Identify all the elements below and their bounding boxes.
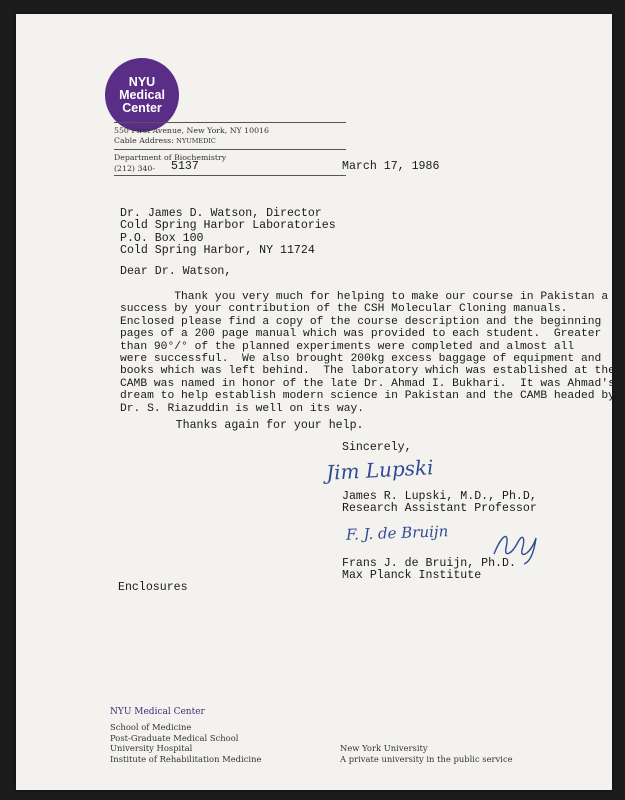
- body-line: CAMB was named in honor of the late Dr. Ahmad I. Bukhari. It was Ahmad's: [120, 377, 615, 390]
- recipient-line: Cold Spring Harbor, NY 11724: [120, 244, 315, 258]
- closing: Sincerely,: [342, 441, 412, 454]
- signature-lupski: Jim Lupski: [325, 455, 435, 485]
- enclosures: Enclosures: [118, 581, 188, 594]
- thanks-line: Thanks again for your help.: [120, 419, 364, 432]
- body-line: were successful. We also brought 200kg excess baggage of equipment and: [120, 353, 602, 366]
- body-line: pages of a 200 page manual which was provided to each student. Greater: [120, 328, 602, 341]
- footer-tagline: A private university in the public service: [340, 753, 513, 764]
- body-line: dream to help establish modern science in Pakistan and the CAMB headed by: [120, 390, 615, 403]
- signer-2-title: Max Planck Institute: [342, 569, 482, 583]
- letterhead-rule: [114, 149, 346, 150]
- signer-1-title: Research Assistant Professor: [342, 502, 537, 516]
- letter-date: March 17, 1986: [342, 160, 440, 173]
- letterhead-rule: [114, 175, 346, 176]
- salutation: Dear Dr. Watson,: [120, 265, 232, 278]
- signature-de-bruijn-text: F. J. de Bruijn: [345, 522, 449, 544]
- address: 550 First Avenue, New York, NY 10016: [114, 126, 269, 135]
- letter-page: [16, 14, 615, 790]
- nyu-medical-center-logo: [105, 58, 179, 132]
- body-line: than 90°/° of the planned experiments were completed and almost all: [120, 340, 575, 353]
- phone-extension: 5137: [171, 160, 199, 173]
- recipient-line: P.O. Box 100: [120, 231, 204, 245]
- letterhead-rule: [114, 122, 346, 123]
- logo-line: Center: [122, 100, 162, 115]
- recipient-line: Cold Spring Harbor Laboratories: [120, 219, 336, 233]
- cable-label: Cable Address:: [114, 136, 177, 145]
- signer-1: [342, 491, 537, 516]
- recipient-line: Dr. James D. Watson, Director: [120, 207, 322, 220]
- signature-de-bruijn: [346, 522, 449, 544]
- footer-university: [340, 743, 513, 764]
- footer-school: School of Medicine: [110, 722, 192, 732]
- footer-schools: [110, 722, 261, 764]
- phone-prefix: (212) 340-: [114, 164, 155, 173]
- body-line: books which was left behind. The laboratory which was established at the: [120, 365, 615, 378]
- body-line: success by your contribution of the CSH Molecular Cloning manuals.: [120, 303, 568, 316]
- signer-1-name: James R. Lupski, M.D., Ph.D,: [342, 490, 537, 503]
- logo-line: NYU: [128, 74, 156, 89]
- logo-line: Medical: [119, 87, 165, 102]
- footer-school: Post-Graduate Medical School: [110, 732, 239, 743]
- footer-school: University Hospital: [110, 743, 193, 753]
- footer-title: NYU Medical Center: [110, 707, 205, 717]
- cable-value: NYUMEDIC: [176, 137, 216, 145]
- recipient-address: [120, 208, 336, 258]
- footer-university-name: New York University: [340, 743, 428, 753]
- letter-body: [120, 291, 615, 415]
- footer-school: Institute of Rehabilitation Medicine: [110, 753, 262, 764]
- signer-2-name: Frans J. de Bruijn, Ph.D.: [342, 557, 516, 570]
- body-line: Dr. S. Riazuddin is well on its way.: [120, 402, 365, 415]
- signer-2: [342, 558, 516, 583]
- body-line: Enclosed please find a copy of the course description and the beginning: [120, 315, 602, 328]
- department: Department of Biochemistry: [114, 153, 227, 162]
- body-line: Thank you very much for helping to make our course in Pakistan a: [120, 291, 609, 303]
- cable-address: [114, 136, 216, 146]
